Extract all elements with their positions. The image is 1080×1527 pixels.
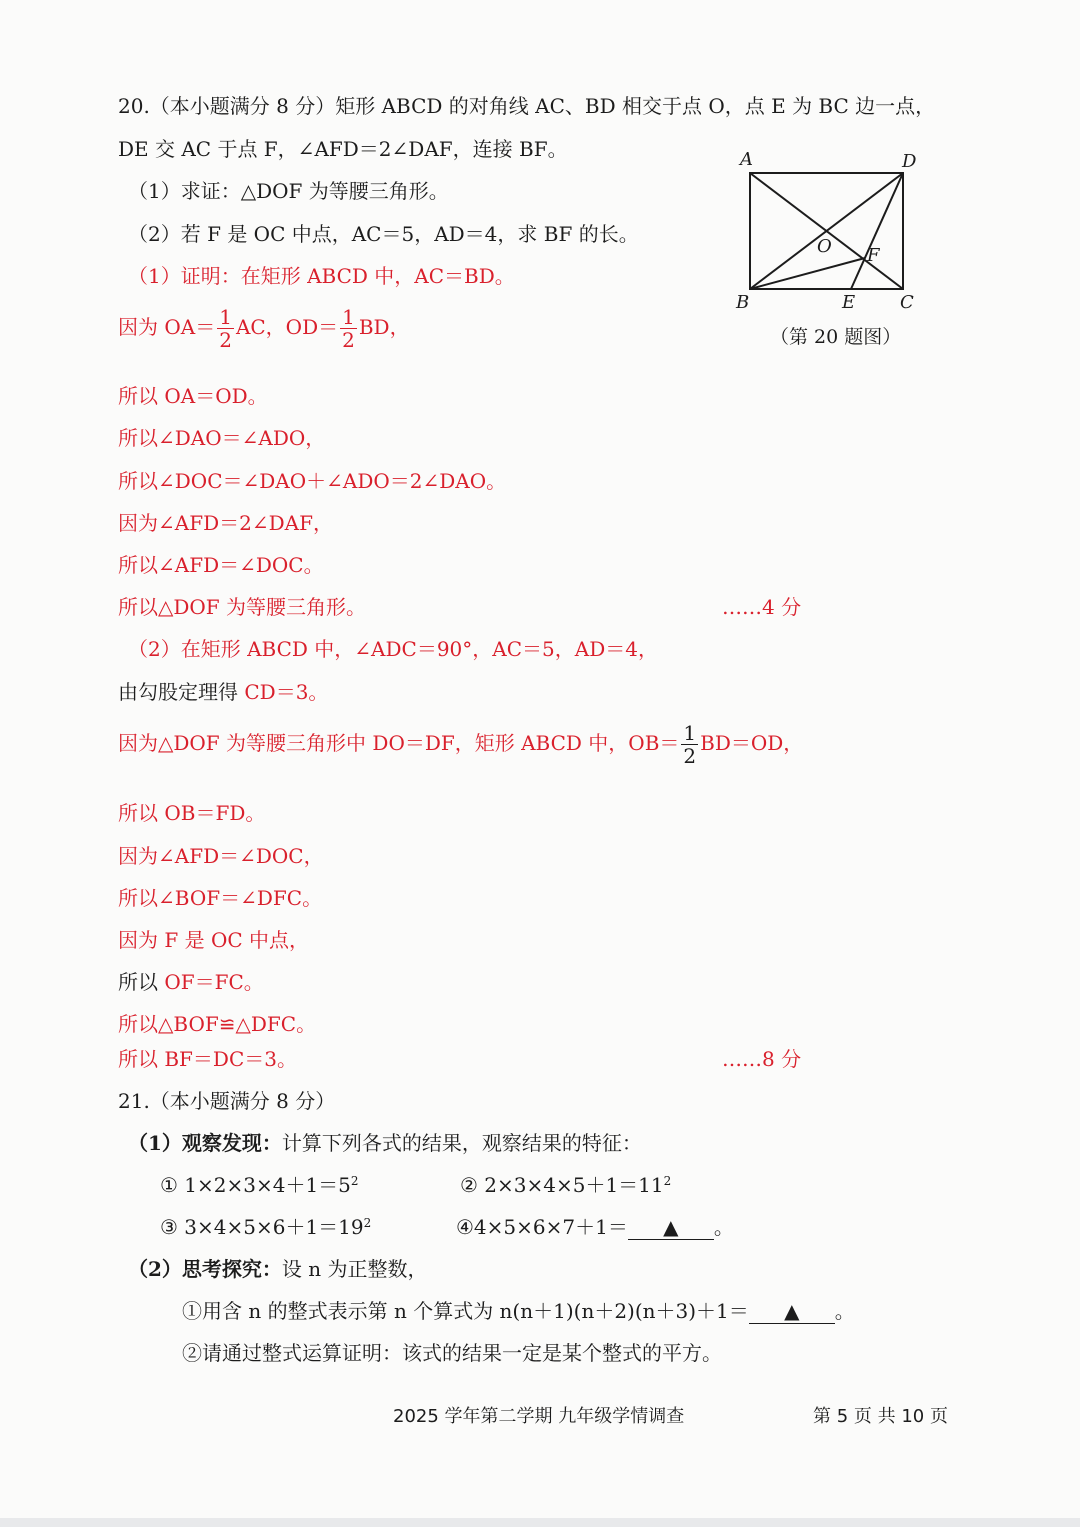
q21-part1 [128, 1131, 642, 1155]
part2a-text: ①用含 n 的整式表示第 n 个算式为 n(n＋1)(n＋2)(n＋3)＋1＝ [182, 1299, 749, 1323]
answer-blank-2[interactable]: ▲ [749, 1299, 835, 1324]
segment-de [851, 173, 903, 289]
eq2-text: ② 2×3×4×5＋1＝11 [460, 1173, 664, 1197]
sol20-s6: 因为∠AFD＝2∠DAF， [118, 511, 333, 535]
period: 。 [713, 1215, 734, 1239]
sol20-s17: 所以△BOF≌△DFC。 [118, 1012, 317, 1036]
label-a: A [740, 149, 753, 170]
label-f: F [867, 245, 880, 266]
q21-eq1 [160, 1173, 359, 1197]
answer-blank-1[interactable]: ▲ [628, 1215, 714, 1240]
fraction-one-half [340, 306, 357, 351]
q21-part2-text: 设 n 为正整数， [281, 1257, 428, 1281]
q21-part1-text: 计算下列各式的结果，观察结果的特征： [281, 1131, 642, 1155]
sol20-s16 [118, 970, 264, 994]
frac-num: 1 [342, 305, 355, 329]
q21-part1-label: （1）观察发现： [128, 1131, 282, 1155]
sol20-s9: （2）在矩形 ABCD 中，∠ADC＝90°，AC＝5，AD＝4， [128, 637, 658, 661]
eq3-exp: 2 [363, 1216, 372, 1230]
sol20-s1: （1）证明：在矩形 ABCD 中，AC＝BD。 [128, 264, 515, 288]
bottom-strip [0, 1518, 1080, 1527]
sol20-s11-post: BD＝OD， [700, 731, 804, 755]
eq2-exp: 2 [663, 1174, 672, 1188]
q21-part2b: ②请通过整式运算证明：该式的结果一定是某个整式的平方。 [182, 1341, 722, 1365]
q20-part1: （1）求证：△DOF 为等腰三角形。 [128, 179, 449, 203]
sol20-s2-mid: AC，OD＝ [235, 315, 339, 339]
fraction-one-half [681, 722, 698, 767]
score-8: ……8 分 [722, 1047, 802, 1071]
footer-exam-title: 2025 学年第二学期 九年级学情调查 [393, 1406, 685, 1427]
q21-part2 [128, 1257, 428, 1281]
eq3-text: ③ 3×4×5×6＋1＝19 [160, 1215, 364, 1239]
score-4: ……4 分 [722, 595, 802, 619]
q20-line2: DE 交 AC 于点 F，∠AFD＝2∠DAF，连接 BF。 [118, 137, 568, 161]
q21-title: 21.（本小题满分 8 分） [118, 1089, 336, 1113]
frac-num: 1 [683, 721, 697, 745]
q20-title: 20.（本小题满分 8 分）矩形 ABCD 的对角线 AC、BD 相交于点 O，点 E 为 BC 边一点， [118, 94, 936, 118]
fraction-one-half [217, 306, 234, 351]
q21-eq4 [456, 1215, 734, 1240]
eq4-text: ④4×5×6×7＋1＝ [456, 1215, 628, 1239]
eq1-text: ① 1×2×3×4＋1＝5 [160, 1173, 351, 1197]
q21-part2-label: （2）思考探究： [128, 1257, 282, 1281]
sol20-s10-val: CD＝3。 [244, 680, 329, 704]
sol20-s2-post: BD， [358, 315, 410, 339]
sol20-s11 [118, 722, 803, 767]
q21-part2a [182, 1299, 855, 1324]
label-e: E [842, 292, 856, 313]
segment-bf [750, 258, 865, 289]
label-b: B [736, 292, 750, 313]
figure-caption: （第 20 题图） [770, 326, 902, 348]
sol20-s11-pre: 因为△DOF 为等腰三角形中 DO＝DF，矩形 ABCD 中，OB＝ [118, 731, 680, 755]
sol20-s2 [118, 306, 410, 351]
sol20-s12: 所以 OB＝FD。 [118, 801, 266, 825]
sol20-s15: 因为 F 是 OC 中点， [118, 928, 310, 952]
sol20-s16-pre: 所以 [118, 970, 165, 994]
label-c: C [900, 292, 914, 313]
q20-figure [730, 148, 930, 318]
sol20-s7: 所以∠AFD＝∠DOC。 [118, 553, 324, 577]
frac-den: 2 [342, 328, 355, 352]
sol20-s8: 所以△DOF 为等腰三角形。 [118, 595, 367, 619]
frac-den: 2 [683, 744, 697, 768]
sol20-s10-pre: 由勾股定理得 [118, 680, 245, 704]
eq1-exp: 2 [350, 1174, 359, 1188]
label-o: O [817, 236, 832, 257]
sol20-s16-val: OF＝FC。 [164, 970, 264, 994]
sol20-s3: 所以 OA＝OD。 [118, 384, 268, 408]
frac-num: 1 [219, 305, 232, 329]
frac-den: 2 [219, 328, 232, 352]
label-d: D [902, 151, 917, 172]
footer-page-number: 第 5 页 共 10 页 [813, 1406, 948, 1427]
q21-eq3 [160, 1215, 371, 1239]
sol20-s10 [118, 680, 328, 704]
period: 。 [834, 1299, 855, 1323]
sol20-s5: 所以∠DOC＝∠DAO＋∠ADO＝2∠DAO。 [118, 469, 507, 493]
sol20-s13: 因为∠AFD＝∠DOC， [118, 844, 324, 868]
q20-part2: （2）若 F 是 OC 中点，AC＝5，AD＝4，求 BF 的长。 [128, 222, 639, 246]
sol20-s14: 所以∠BOF＝∠DFC。 [118, 886, 323, 910]
sol20-s18: 所以 BF＝DC＝3。 [118, 1047, 297, 1071]
q21-eq2 [460, 1173, 671, 1197]
sol20-s2-pre: 因为 OA＝ [118, 315, 216, 339]
sol20-s4: 所以∠DAO＝∠ADO， [118, 426, 326, 450]
